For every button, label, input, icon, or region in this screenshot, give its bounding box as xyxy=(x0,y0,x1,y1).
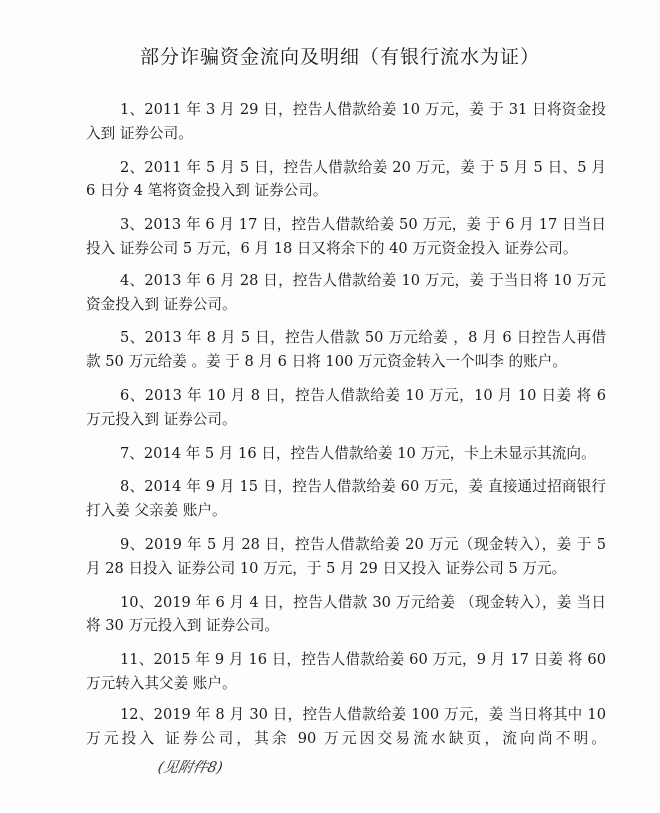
list-item: 3、2013 年 6 月 17 日，控告人借款给姜 50 万元，姜 于 6 月 17 日当日投入 证券公司 5 万元，6 月 18 日又将余下的 40 万元资金投入 证券公司。 xyxy=(86,216,606,257)
list-item xyxy=(86,703,606,780)
list-item: 7、2014 年 5 月 16 日，控告人借款给姜 10 万元，卡上未显示其流向。 xyxy=(120,444,596,462)
list-item: 9、2019 年 5 月 28 日，控告人借款给姜 20 万元（现金转入），姜 于 5 月 28 日投入 证券公司 10 万元，于 5 月 29 日又投入 证券公司 5 万元。 xyxy=(86,535,606,577)
list-item: 10、2019 年 6 月 4 日，控告人借款 30 万元给姜 （现金转入），姜 当日将 30 万元投入到 证券公司。 xyxy=(86,593,606,635)
list-item: 1、2011 年 3 月 29 日，控告人借款给姜 10 万元，姜 于 31 日将资金投入到 证券公司。 xyxy=(86,101,606,142)
page-title: 部分诈骗资金流向及明细（有银行流水为证） xyxy=(139,46,540,68)
list-item: 4、2013 年 6 月 28 日，控告人借款给姜 10 万元，姜 于当日将 10 万元资金投入到 证券公司。 xyxy=(86,271,606,313)
list-item: 2、2011 年 5 月 5 日，控告人借款给姜 20 万元，姜 于 5 月 5 日、5 月 6 日分 4 笔将资金投入到 证券公司。 xyxy=(86,158,606,200)
document-body xyxy=(86,98,606,780)
list-item: 11、2015 年 9 月 16 日，控告人借款给姜 60 万元，9 月 17 日姜 将 60 万元转入其父姜 账户。 xyxy=(86,651,606,692)
handwritten-note xyxy=(90,756,225,780)
handwritten-note-text: (见附件8) xyxy=(156,759,225,777)
list-item: 6、2013 年 10 月 8 日，控告人借款给姜 10 万元，10 月 10 日姜 将 6 万元投入到 证券公司。 xyxy=(86,386,606,428)
list-item: 8、2014 年 9 月 15 日，控告人借款给姜 60 万元，姜 直接通过招商银行打入姜 父亲姜 账户。 xyxy=(86,478,606,520)
list-item-text: 12、2019 年 8 月 30 日，控告人借款给姜 100 万元，姜 当日将其中 10 万元投入 证券公司，其余 90 万元因交易流水缺页，流向尚不明。 xyxy=(86,705,606,747)
list-item: 5、2013 年 8 月 5 日，控告人借款 50 万元给姜 ，8 月 6 日控告人再借款 50 万元给姜 。姜 于 8 月 6 日将 100 万元资金转入一个叫李 的账户。 xyxy=(86,329,606,371)
